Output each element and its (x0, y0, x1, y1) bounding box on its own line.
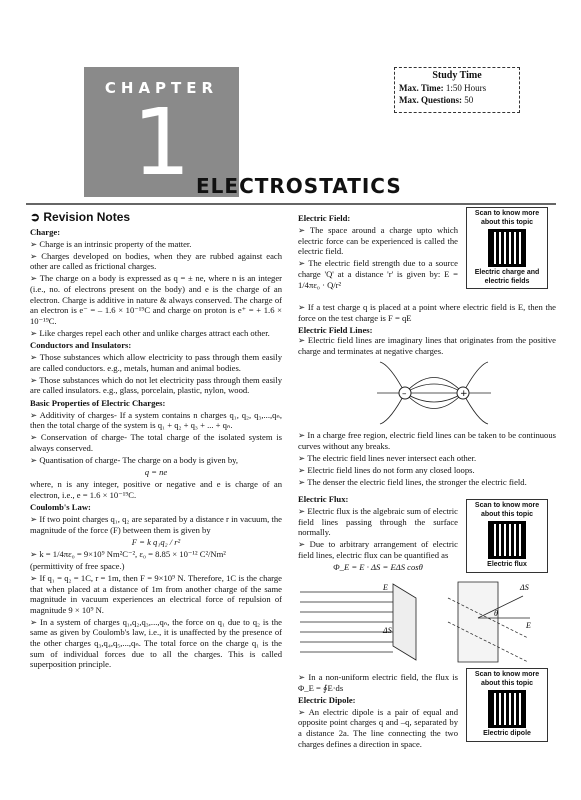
field-label: E (383, 583, 388, 592)
charge-point-3: ➢ The charge on a body is expressed as q = ± ne, where n is an integer (i.e., no. of electrons present on the body) and e is the charge of an electron. Charge is additive in nature & always conserved. The charge of an electron is e⁻ = – 1.6 × 10⁻¹⁹C and charge on proton is e⁺ = + 1.6 × 10⁻¹⁹C. (30, 273, 282, 326)
study-time-box (394, 67, 520, 113)
electric-field-heading: Electric Field: (298, 213, 351, 223)
qr-scan-text: Scan to know more about this topic (474, 671, 540, 687)
lines-point-1: ➢ Electric field lines are imaginary lines that originates from the positive charge and terminates at negative charges. (298, 335, 556, 356)
qr-topic-label: Electric dipole (483, 730, 531, 737)
electric-flux-heading: Electric Flux: (298, 494, 349, 504)
basic-properties-heading: Basic Properties of Electric Charges: (30, 397, 166, 408)
flux-diagram (298, 578, 538, 668)
revision-notes-heading: ➲ Revision Notes (30, 210, 131, 224)
area-vector-label: ΔS (520, 583, 529, 592)
max-questions: Max. Questions: 50 (399, 95, 474, 105)
chapter-title: ELECTROSTATICS (196, 174, 402, 198)
right-column-full-2 (298, 430, 556, 487)
field-lines-heading: Electric Field Lines: (298, 324, 373, 335)
electric-dipole-heading: Electric Dipole: (298, 694, 356, 705)
field-point-1: ➢ The space around a charge upto which electric force can be experienced is called the electric field. (298, 225, 458, 257)
qr-box-electric-dipole[interactable] (466, 668, 548, 742)
area-label: ΔS (383, 626, 392, 635)
superposition-point: ➢ In a system of charges q₁,q₂,q₃,...,qₙ, the force on q₁ due to q₂ is the same as given by Coulomb's law, i.e., it is unaffected by the presence of the other charges q₃,q₄,q₅,...,qₙ. The total force on the charge q₁ is the sum of individual forces due to all the charges. This is called superposition principle. (30, 616, 282, 670)
coulomb-heading: Coulomb's Law: (30, 501, 91, 512)
qr-code-icon[interactable] (488, 229, 526, 267)
coulomb-point-1: ➢ If two point charges q₁, q₂ are separated by a distance r in vacuum, the magnitude of the force (F) between them is given by (30, 513, 282, 535)
lines-point-4: ➢ Electric field lines do not form any closed loops. (298, 464, 475, 475)
qr-scan-text: Scan to know more about this topic (474, 210, 540, 226)
quantisation-note: where, n is any integer, positive or negative and e is charge of an electron, i.e., e = 1.6 × 10⁻¹⁹C. (30, 479, 282, 500)
conductors-heading: Conductors and Insulators: (30, 340, 132, 351)
charge-heading: Charge: (30, 226, 61, 237)
coulomb-constant: ➢ k = 1/4πε₀ = 9×10⁹ Nm²C⁻², ε₀ = 8.85 × 10⁻¹² C²/Nm² (30, 548, 226, 559)
right-column-top (298, 212, 458, 292)
flux-point-1: ➢ Electric flux is the algebraic sum of electric field lines passing through the surface normally. (298, 506, 458, 538)
dipole-section (298, 672, 458, 751)
charge-point-1: ➢ Charge is an intrinsic property of the matter. (30, 238, 192, 249)
conservation-point: ➢ Conservation of charge- The total charge of the isolated system is always conserved. (30, 432, 282, 453)
title-rule (26, 203, 556, 205)
dipole-field-lines-diagram (375, 360, 493, 426)
dipole-point-1: ➢ An electric dipole is a pair of equal and opposite point charges q and –q, separated by a distance 2a. The line connecting the two charges defines a direction in space. (298, 706, 458, 749)
qr-topic-label: Electric flux (487, 561, 527, 568)
study-time-title: Study Time (432, 70, 482, 81)
max-time: Max. Time: 1:50 Hours (399, 83, 487, 93)
quantisation-point: ➢ Quantisation of charge- The charge on a body is given by, (30, 454, 239, 465)
theta-label: θ (494, 609, 498, 618)
qr-topic-label: Electric charge and electric fields (474, 269, 540, 285)
charge-point-4: ➢ Like charges repel each other and unlike charges attract each other. (30, 327, 270, 338)
flux-point-3: ➢ In a non-uniform electric field, the flux is Φ_E = ∮E·ds (298, 672, 458, 693)
charge-point-2: ➢ Charges developed on bodies, when they are rubbed against each other are called as frictional charges. (30, 250, 282, 272)
flux-point-2: ➢ Due to arbitrary arrangement of electric field lines, electric flux can be quantified as (298, 539, 458, 560)
qr-code-icon[interactable] (488, 521, 526, 559)
qr-box-electric-flux[interactable] (466, 499, 548, 573)
right-column-full-1 (298, 302, 556, 356)
field-point-2: ➢ The electric field strength due to a source charge 'Q' at a distance 'r' is given by: E = 1/4πε₀ · Q/r² (298, 258, 458, 290)
quantisation-formula: q = ne (144, 467, 168, 478)
svg-text:–: – (402, 389, 407, 399)
qr-box-electric-charge[interactable] (466, 207, 548, 289)
coulomb-point-2: ➢ If q₁ = q₂ = 1C, r = 1m, then F = 9×10⁹ N. Therefore, 1C is the charge that when placed at a distance of 1m from another charge of the same magnitude in vacuum experiences an electrical force of repulsion of magnitude 9 × 10⁹ N. (30, 572, 282, 615)
coulomb-formula: F = k q₁q₂ / r² (131, 536, 181, 547)
qr-scan-text: Scan to know more about this topic (474, 502, 540, 518)
lines-point-3: ➢ The electric field lines never intersect each other. (298, 452, 477, 463)
field-point-3: ➢ If a test charge q is placed at a point where electric field is E, then the force on the test charge is F = qE (298, 302, 556, 323)
additivity-point: ➢ Additivity of charges- If a system contains n charges q₁, q₂, q₃,...,qₙ, then the total charge of the system is q₁ + q₂ + q₃ + ... + qₙ. (30, 409, 282, 431)
conductors-point: ➢ Those substances which allow electricity to pass through them easily are called conductors. e.g., metals, human and animal bodies. (30, 352, 282, 373)
left-column (30, 212, 282, 671)
qr-code-icon[interactable] (488, 690, 526, 728)
lines-point-5: ➢ The denser the electric field lines, the stronger the electric field. (298, 476, 527, 487)
chapter-number: 1 (132, 89, 191, 196)
lines-point-2: ➢ In a charge free region, electric field lines can be taken to be continuous curves without any breaks. (298, 430, 556, 451)
permittivity-note: (permittivity of free space.) (30, 560, 125, 571)
flux-formula: Φ_E = E · ΔS = EΔS cosθ (333, 562, 423, 573)
chapter-word: CHAPTER (104, 79, 219, 97)
insulators-point: ➢ Those substances which do not let electricity pass through them easily are called insulators. e.g., glass, porcelain, plastic, nylon, wood. (30, 374, 282, 396)
field-vector-label: E (526, 621, 531, 630)
svg-text:+: + (460, 389, 468, 399)
flux-section (298, 493, 458, 574)
